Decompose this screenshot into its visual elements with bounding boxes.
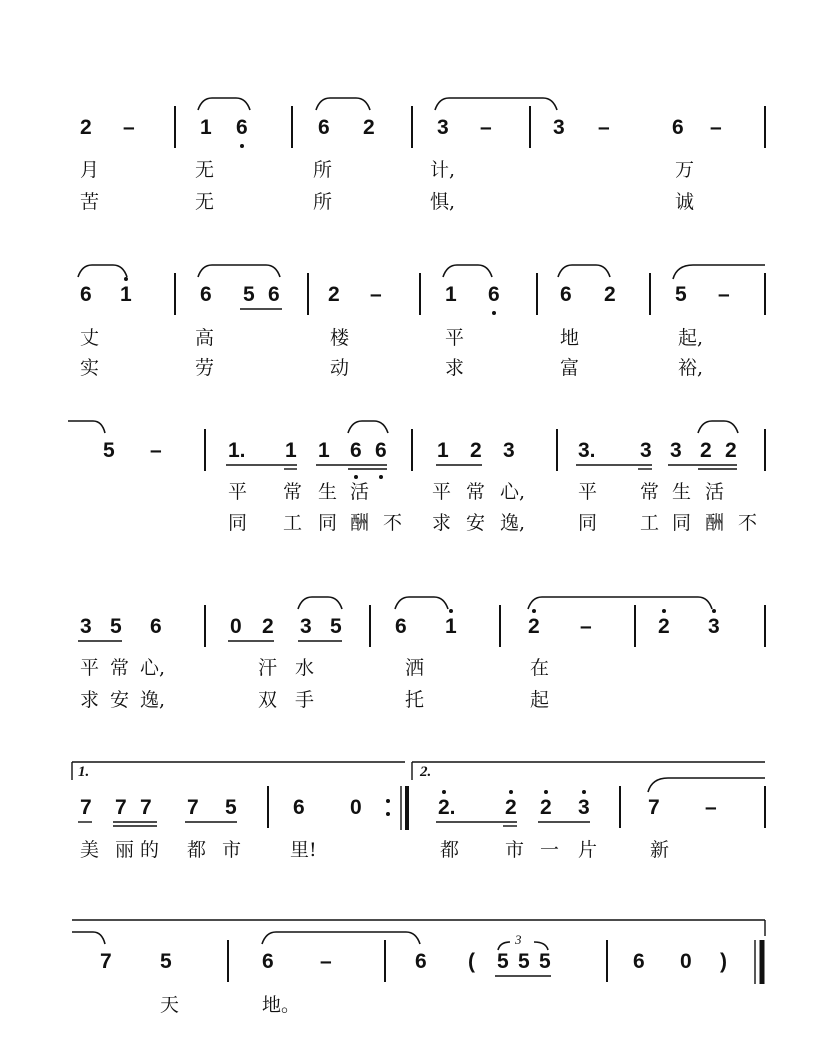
lyric-syllable: 双 <box>258 689 278 711</box>
note: 2 <box>505 796 517 819</box>
note: 0 <box>680 950 692 973</box>
lyric-syllable: 不 <box>383 512 403 534</box>
slur-end <box>72 932 105 944</box>
note: 2 <box>604 283 616 306</box>
lyric-syllable: 安 <box>466 512 486 534</box>
note: – <box>480 116 492 139</box>
lyric-syllable: 所 <box>313 191 333 213</box>
lyric-syllable: 诚 <box>675 191 695 213</box>
lyric-syllable: 平 <box>432 481 452 503</box>
note: 6 <box>150 615 162 638</box>
lyric-syllable: 常 <box>466 481 486 503</box>
lyric-syllable: 美 <box>80 839 100 861</box>
note: – <box>598 116 610 139</box>
note: – <box>150 439 162 462</box>
lyric-syllable: 手 <box>295 689 315 711</box>
lyric-syllable: 实 <box>80 357 100 379</box>
note: 7 <box>648 796 660 819</box>
lyric-syllable: 工 <box>283 512 303 534</box>
lyric-syllable: 起, <box>678 327 704 349</box>
lyric-syllable: 市 <box>222 839 242 861</box>
slur <box>78 265 127 277</box>
lyric-syllable: 月 <box>80 159 100 181</box>
lyric-syllable: 酬 <box>705 512 725 534</box>
lyric-syllable: 富 <box>560 357 580 379</box>
lyric-syllable: 动 <box>330 357 350 379</box>
lyric-syllable: 一 <box>540 839 560 861</box>
note: 3 <box>578 796 590 819</box>
lyric-syllable: 活 <box>350 481 370 503</box>
note: 6 <box>318 116 330 139</box>
lyric-syllable: 常 <box>110 657 130 679</box>
lyric-syllable: 同 <box>578 512 598 534</box>
lyric-syllable: 无 <box>195 191 215 213</box>
lyric-syllable: 汗 <box>258 657 278 679</box>
lyric-syllable: 裕, <box>678 357 704 379</box>
note: 6 <box>375 439 387 462</box>
lyric-syllable: 安 <box>110 689 130 711</box>
high-octave-dot <box>544 790 548 794</box>
note: 1 <box>445 615 457 638</box>
lyric-syllable: 不 <box>738 512 758 534</box>
high-octave-dot <box>509 790 513 794</box>
lyric-syllable: 新 <box>650 839 670 861</box>
note: 5 <box>675 283 687 306</box>
slur <box>198 265 280 277</box>
lyric-syllable: 逸, <box>140 689 166 711</box>
slur-end <box>68 421 105 433</box>
note: 5 <box>518 950 530 973</box>
volta-label: 2. <box>420 764 432 780</box>
slur <box>262 932 420 944</box>
note: 2 <box>80 116 92 139</box>
lyric-syllable: 平 <box>445 327 465 349</box>
note: 5 <box>497 950 509 973</box>
note: 2. <box>438 796 456 819</box>
note: 5 <box>243 283 255 306</box>
lyric-syllable: 高 <box>195 327 215 349</box>
slur <box>558 265 610 277</box>
slur <box>395 597 448 609</box>
note: 6 <box>488 283 500 306</box>
note: 6 <box>415 950 427 973</box>
slur-open <box>648 778 765 792</box>
lyric-syllable: 计, <box>430 159 456 181</box>
lyric-syllable: 求 <box>432 512 452 534</box>
note: 5 <box>110 615 122 638</box>
lyric-syllable: 丽 <box>115 839 135 861</box>
lyric-syllable: 求 <box>80 689 100 711</box>
note: 6 <box>293 796 305 819</box>
note: 6 <box>262 950 274 973</box>
lyric-syllable: 求 <box>445 357 465 379</box>
note: 1 <box>437 439 449 462</box>
lyric-syllable: 生 <box>672 481 692 503</box>
note: 2 <box>700 439 712 462</box>
note: 5 <box>103 439 115 462</box>
note: 6 <box>560 283 572 306</box>
note: – <box>705 796 717 819</box>
note: 5 <box>225 796 237 819</box>
high-octave-dot <box>712 609 716 613</box>
slur <box>298 597 342 609</box>
lyric-syllable: 同 <box>228 512 248 534</box>
lyric-syllable: 逸, <box>500 512 526 534</box>
note: – <box>320 950 332 973</box>
note: 1 <box>285 439 297 462</box>
note: 2 <box>540 796 552 819</box>
lyric-syllable: 万 <box>675 159 695 181</box>
slur <box>698 421 738 433</box>
note: 1. <box>228 439 246 462</box>
note: 6 <box>672 116 684 139</box>
lyric-syllable: 水 <box>295 657 315 679</box>
note: ( <box>468 950 475 973</box>
slur <box>348 421 388 433</box>
note: 7 <box>115 796 127 819</box>
slur <box>435 98 557 110</box>
lyric-syllable: 都 <box>440 839 460 861</box>
note: – <box>370 283 382 306</box>
lyric-syllable: 惧, <box>430 191 456 213</box>
lyric-syllable: 片 <box>578 839 598 861</box>
lyric-syllable: 楼 <box>330 327 350 349</box>
note: 6 <box>633 950 645 973</box>
note: 3 <box>300 615 312 638</box>
lyric-syllable: 洒 <box>405 657 425 679</box>
low-octave-dot <box>240 144 244 148</box>
lyric-syllable: 活 <box>705 481 725 503</box>
note: 1 <box>120 283 132 306</box>
slur-open <box>673 265 765 279</box>
note: – <box>123 116 135 139</box>
lyric-syllable: 丈 <box>80 327 100 349</box>
note: 5 <box>539 950 551 973</box>
note: 0 <box>230 615 242 638</box>
lyric-syllable: 心, <box>500 481 526 503</box>
lyric-syllable: 地。 <box>262 994 301 1016</box>
repeat-dot <box>386 812 390 816</box>
lyric-syllable: 生 <box>318 481 338 503</box>
lyric-syllable: 起 <box>530 689 550 711</box>
note: 2 <box>363 116 375 139</box>
lyric-syllable: 同 <box>672 512 692 534</box>
lyric-syllable: 的 <box>140 839 160 861</box>
slur <box>528 597 712 609</box>
lyric-syllable: 平 <box>578 481 598 503</box>
slur <box>443 265 492 277</box>
triplet-mark: 3 <box>515 932 522 947</box>
lyric-syllable: 同 <box>318 512 338 534</box>
note: – <box>718 283 730 306</box>
lyric-syllable: 常 <box>640 481 660 503</box>
note: 3 <box>670 439 682 462</box>
triplet-bracket <box>498 942 548 950</box>
note: 7 <box>140 796 152 819</box>
low-octave-dot <box>354 475 358 479</box>
lyric-syllable: 天 <box>160 994 180 1016</box>
lyric-syllable: 苦 <box>80 191 100 213</box>
note: 2 <box>262 615 274 638</box>
note: – <box>710 116 722 139</box>
note: 2 <box>658 615 670 638</box>
note: 6 <box>80 283 92 306</box>
lyric-syllable: 托 <box>405 689 425 711</box>
note: 3 <box>437 116 449 139</box>
note: 2 <box>725 439 737 462</box>
note: ) <box>720 950 727 973</box>
lyric-syllable: 平 <box>80 657 100 679</box>
high-octave-dot <box>442 790 446 794</box>
note: 7 <box>80 796 92 819</box>
repeat-dot <box>386 799 390 803</box>
note: 3. <box>578 439 596 462</box>
low-octave-dot <box>379 475 383 479</box>
lyric-syllable: 所 <box>313 159 333 181</box>
high-octave-dot <box>532 609 536 613</box>
low-octave-dot <box>492 311 496 315</box>
lyric-syllable: 心, <box>140 657 166 679</box>
note: 7 <box>187 796 199 819</box>
note: – <box>580 615 592 638</box>
note: 1 <box>318 439 330 462</box>
note: 6 <box>395 615 407 638</box>
note: 7 <box>100 950 112 973</box>
note: 0 <box>350 796 362 819</box>
note: 1 <box>200 116 212 139</box>
high-octave-dot <box>662 609 666 613</box>
note: 1 <box>445 283 457 306</box>
lyric-syllable: 劳 <box>195 357 215 379</box>
lyric-syllable: 平 <box>228 481 248 503</box>
note: 6 <box>200 283 212 306</box>
slur <box>198 98 250 110</box>
note: 5 <box>160 950 172 973</box>
note: 6 <box>268 283 280 306</box>
note: 5 <box>330 615 342 638</box>
lyric-syllable: 都 <box>187 839 207 861</box>
note: 6 <box>236 116 248 139</box>
high-octave-dot <box>449 609 453 613</box>
note: 2 <box>470 439 482 462</box>
note: 3 <box>553 116 565 139</box>
lyric-syllable: 地 <box>560 327 580 349</box>
lyric-syllable: 酬 <box>350 512 370 534</box>
lyric-syllable: 无 <box>195 159 215 181</box>
lyric-syllable: 工 <box>640 512 660 534</box>
note: 3 <box>80 615 92 638</box>
note: 6 <box>350 439 362 462</box>
note: 3 <box>708 615 720 638</box>
high-octave-dot <box>124 277 128 281</box>
volta-label: 1. <box>78 764 90 780</box>
lyric-syllable: 市 <box>505 839 525 861</box>
note: 3 <box>503 439 515 462</box>
lyric-syllable: 里! <box>290 839 317 861</box>
slur <box>316 98 370 110</box>
note: 2 <box>328 283 340 306</box>
lyric-syllable: 常 <box>283 481 303 503</box>
high-octave-dot <box>582 790 586 794</box>
note: 2 <box>528 615 540 638</box>
lyric-syllable: 在 <box>530 657 550 679</box>
note: 3 <box>640 439 652 462</box>
